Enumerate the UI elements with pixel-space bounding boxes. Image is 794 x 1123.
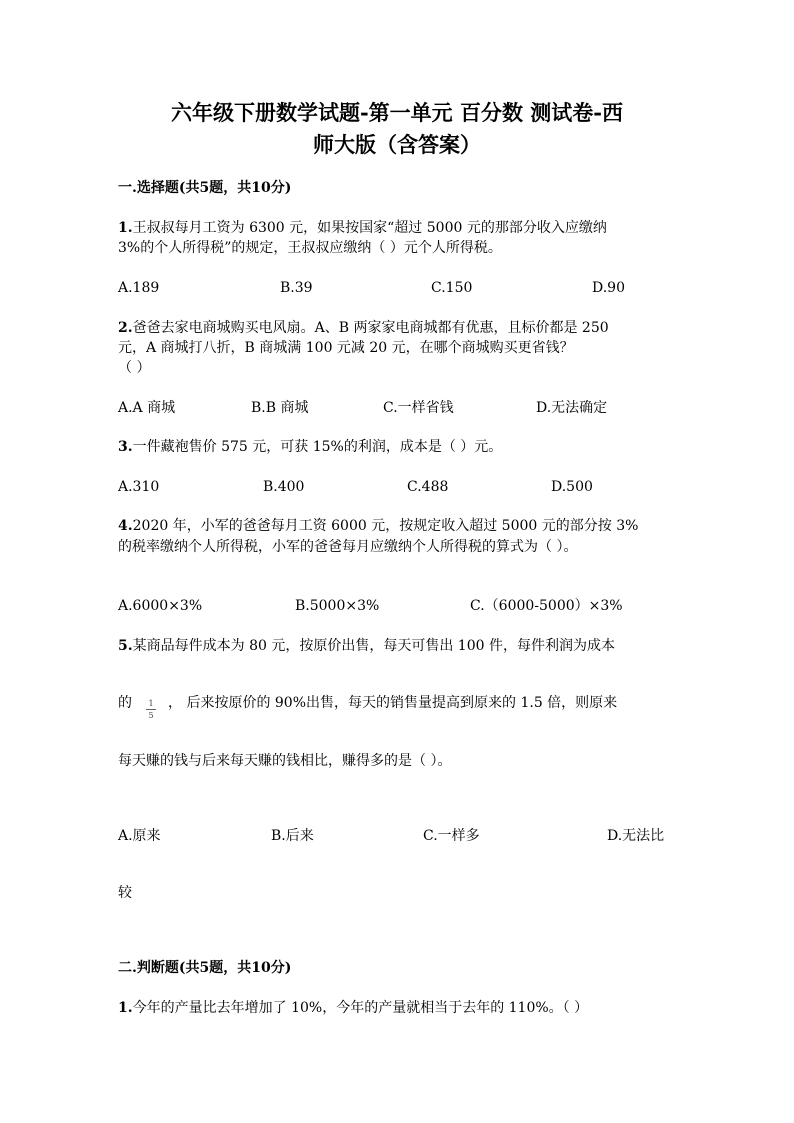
question-2-option-c[interactable]: C.一样省钱 bbox=[383, 400, 454, 416]
question-1-text: 王叔叔每月工资为 6300 元，如果按国家“超过 5000 元的那部分收入应缴纳 bbox=[132, 220, 607, 236]
question-4-option-c[interactable]: C.（6000-5000）×3% bbox=[470, 598, 623, 614]
question-3-text: 一件藏袍售价 575 元，可获 15%的利润，成本是（ ）元。 bbox=[132, 439, 503, 455]
fraction-denominator: 5 bbox=[148, 711, 154, 720]
question-4-option-b[interactable]: B.5000×3% bbox=[295, 598, 380, 614]
question-5-option-c[interactable]: C.一样多 bbox=[423, 828, 480, 844]
document-title-line2: 师大版（含答案） bbox=[313, 132, 481, 157]
fraction-bar bbox=[146, 709, 156, 710]
question-2-number: 2. bbox=[118, 320, 133, 336]
question-1-option-d[interactable]: D.90 bbox=[592, 280, 625, 296]
question-4-option-a[interactable]: A.6000×3% bbox=[118, 598, 203, 614]
question-2-option-a[interactable]: A.A 商城 bbox=[118, 400, 176, 416]
question-5-text: 某商品每件成本为 80 元，按原价出售，每天可售出 100 件，每件利润为成本 bbox=[132, 638, 615, 654]
question-2-text: 爸爸去家电商城购买电风扇。A、B 两家家电商城都有优惠，且标价都是 250 bbox=[132, 320, 609, 336]
section-heading-choice: 一.选择题(共5题，共10分) bbox=[118, 180, 292, 196]
judgement-1-number: 1. bbox=[118, 1000, 133, 1016]
question-5-option-a[interactable]: A.原来 bbox=[118, 828, 161, 844]
fraction-numerator: 1 bbox=[148, 699, 154, 708]
question-2-option-d[interactable]: D.无法确定 bbox=[536, 400, 608, 416]
question-3-option-a[interactable]: A.310 bbox=[118, 479, 160, 495]
question-5-number: 5. bbox=[118, 638, 133, 654]
question-5-line2-rest: ， 后来按原价的 90%出售，每天的销售量提高到原来的 1.5 倍，则原来 bbox=[168, 695, 618, 711]
question-1-number: 1. bbox=[118, 220, 133, 236]
fraction-one-fifth bbox=[146, 699, 156, 720]
question-5-option-d[interactable]: D.无法比 bbox=[607, 828, 665, 844]
question-4-line2: 的税率缴纳个人所得税，小军的爸爸每月应缴纳个人所得税的算式为（ ）。 bbox=[118, 539, 578, 555]
question-1-line2: 3%的个人所得税”的规定，王叔叔应缴纳（ ）元个人所得税。 bbox=[118, 240, 502, 256]
question-3-number: 3. bbox=[118, 439, 133, 455]
document-title-line1: 六年级下册数学试题-第一单元 百分数 测试卷-西 bbox=[170, 100, 624, 125]
question-2-line1 bbox=[118, 318, 609, 338]
question-5-line1 bbox=[118, 636, 615, 656]
question-1-option-a[interactable]: A.189 bbox=[118, 280, 160, 296]
question-3-option-c[interactable]: C.488 bbox=[407, 479, 449, 495]
question-5-line3: 每天赚的钱与后来每天赚的钱相比，赚得多的是（ ）。 bbox=[118, 753, 452, 769]
question-2-option-b[interactable]: B.B 商城 bbox=[251, 400, 309, 416]
question-2-line3: （ ） bbox=[118, 360, 151, 376]
question-4-text: 2020 年，小军的爸爸每月工资 6000 元，按规定收入超过 5000 元的部分按 3% bbox=[132, 518, 639, 534]
question-5-option-d-tail: 较 bbox=[118, 885, 132, 901]
question-2-line2: 元，A 商城打八折，B 商城满 100 元减 20 元，在哪个商城购买更省钱？ bbox=[118, 340, 574, 356]
section-heading-judgement: 二.判断题(共5题，共10分) bbox=[118, 960, 292, 976]
question-3-option-b[interactable]: B.400 bbox=[263, 479, 305, 495]
question-4-line1 bbox=[118, 516, 638, 536]
question-3-option-d[interactable]: D.500 bbox=[551, 479, 593, 495]
question-1-option-c[interactable]: C.150 bbox=[431, 280, 473, 296]
judgement-1-text: 今年的产量比去年增加了 10%，今年的产量就相当于去年的 110%。（ ） bbox=[132, 1000, 589, 1016]
question-1-line1 bbox=[118, 218, 607, 238]
question-4-number: 4. bbox=[118, 518, 133, 534]
question-5-line2-start: 的 bbox=[118, 695, 132, 711]
question-1-option-b[interactable]: B.39 bbox=[280, 280, 313, 296]
question-3-line1 bbox=[118, 437, 502, 457]
question-5-option-b[interactable]: B.后来 bbox=[271, 828, 314, 844]
judgement-1-line1 bbox=[118, 998, 588, 1018]
